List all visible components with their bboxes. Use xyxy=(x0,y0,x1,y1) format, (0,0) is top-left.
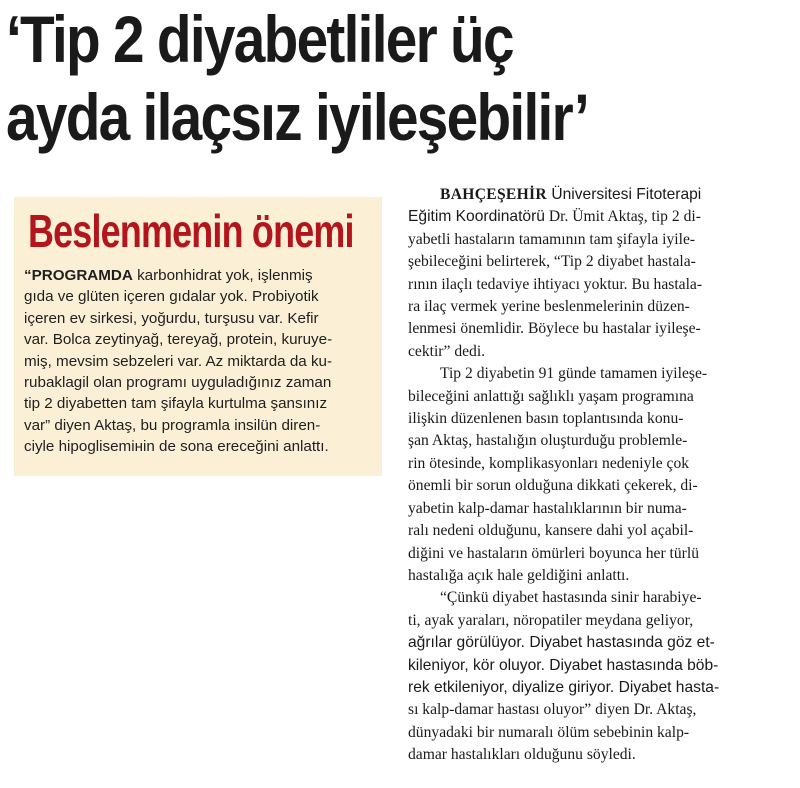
sidebar-line: gıda ve glüten içeren gıdalar yok. Probiyotik xyxy=(24,288,319,306)
article-line-text: Dr. Ümit Aktaş, tip 2 di- xyxy=(544,208,701,226)
article-line: ilişkin düzenlenen basın toplantısında konu- xyxy=(408,410,684,428)
article-line: Tip 2 diyabetin 91 günde tamamen iyileşe- xyxy=(440,365,708,383)
sidebar-lead: “PROGRAMDA xyxy=(24,267,133,284)
article-line: önemli bir sorun olduğuna dikkati çekerek, di- xyxy=(408,477,698,495)
article-line-text: Üniversitesi Fitoterapi xyxy=(547,186,702,203)
article-line: “Çünkü diyabet hastasında sinir harabiye- xyxy=(440,589,702,607)
sidebar-line: var. Bolca zeytinyağ, tereyağ, protein, kuruye- xyxy=(24,331,333,349)
sidebar-line: ciyle hipoglisemінin de sona ereceğini anlattı. xyxy=(24,438,329,456)
article-body xyxy=(408,184,796,767)
sidebar-line: rubaklagil olan programı uyguladığınız zaman xyxy=(24,374,332,392)
sidebar-line: var” diyen Aktaş, bu programla insilün diren- xyxy=(24,416,321,434)
sidebar-line-text: karbonhidrat yok, işlenmiş xyxy=(132,267,313,284)
sidebar-text xyxy=(24,265,372,458)
article-line: şebileceğini belirterek, “Tip 2 diyabet hastala- xyxy=(408,253,696,271)
sidebar-line xyxy=(24,265,372,286)
article-line: kileniyor, kör oluyor. Diyabet hastasında böb- xyxy=(408,656,719,674)
article-line xyxy=(408,206,796,228)
article-line: diğini ve hastaların ömürleri boyunca her türlü xyxy=(408,544,699,562)
article-line: rının ilaçlı tedaviye ihtiyacı yoktur. Bu hastala- xyxy=(408,275,703,293)
article-line-text: Eğitim Koordinatörü xyxy=(408,208,545,226)
article-line: sı kalp-damar hastası oluyor” diyen Dr. Aktaş, xyxy=(408,701,697,719)
article-line: ralı nedeni olduğunu, kansere dahi yol açabil- xyxy=(408,522,694,540)
article-line: damar hastalıkları olduğunu söyledi. xyxy=(408,746,636,764)
headline-line-1: ‘Tip 2 diyabetliler üç xyxy=(6,2,513,76)
article-line: ra ilaç vermek yerine beslenmelerinin düzen- xyxy=(408,298,690,316)
article-line: hastalığa açık hale geldiğini anlattı. xyxy=(408,566,630,584)
sidebar-line: tip 2 diyabetten tam şifayla kurtulma şansınız xyxy=(24,395,328,413)
article-line: dünyadaki bir numaralı ölüm sebebinin kalp- xyxy=(408,723,690,741)
sidebar-line: miş, mevsim sebzeleri var. Az miktarda da ku- xyxy=(24,352,333,370)
article-line: rek etkileniyor, diyalize giriyor. Diyabet hasta- xyxy=(408,678,720,696)
sidebar-line: içeren ev sirkesi, yoğurdu, turşusu var. Kefir xyxy=(24,309,319,327)
article-line: cektir” dedi. xyxy=(408,342,486,360)
article-line: bileceğini anlattığı sağlıklı yaşam programına xyxy=(408,387,694,405)
article-line: rin ötesinde, komplikasyonları nedeniyle çok xyxy=(408,454,690,472)
article-line: yabetli hastaların tamamının tam şifayla iyile- xyxy=(408,230,696,248)
headline xyxy=(6,0,685,156)
article-line: lenmesi önemlidir. Böylece bu hastalar iyileşe- xyxy=(408,320,701,338)
sidebar-box xyxy=(14,197,382,476)
sidebar-title: Beslenmenin önemi xyxy=(28,205,354,257)
article-line: ti, ayak yaraları, nöropatiler meydana geliyor, xyxy=(408,611,694,629)
article-lead: BAHÇEŞEHİR xyxy=(440,186,547,203)
article-line: yabetin kalp-damar hastalıklarının bir numa- xyxy=(408,499,687,517)
article-line xyxy=(408,184,796,206)
article-line: şan Aktaş, hastalığın oluşturduğu problemle- xyxy=(408,432,688,450)
headline-line-2: ayda ilaçsız iyileşebilir’ xyxy=(6,80,589,154)
article-line: ağrılar görülüyor. Diyabet hastasında göz et- xyxy=(408,634,715,652)
